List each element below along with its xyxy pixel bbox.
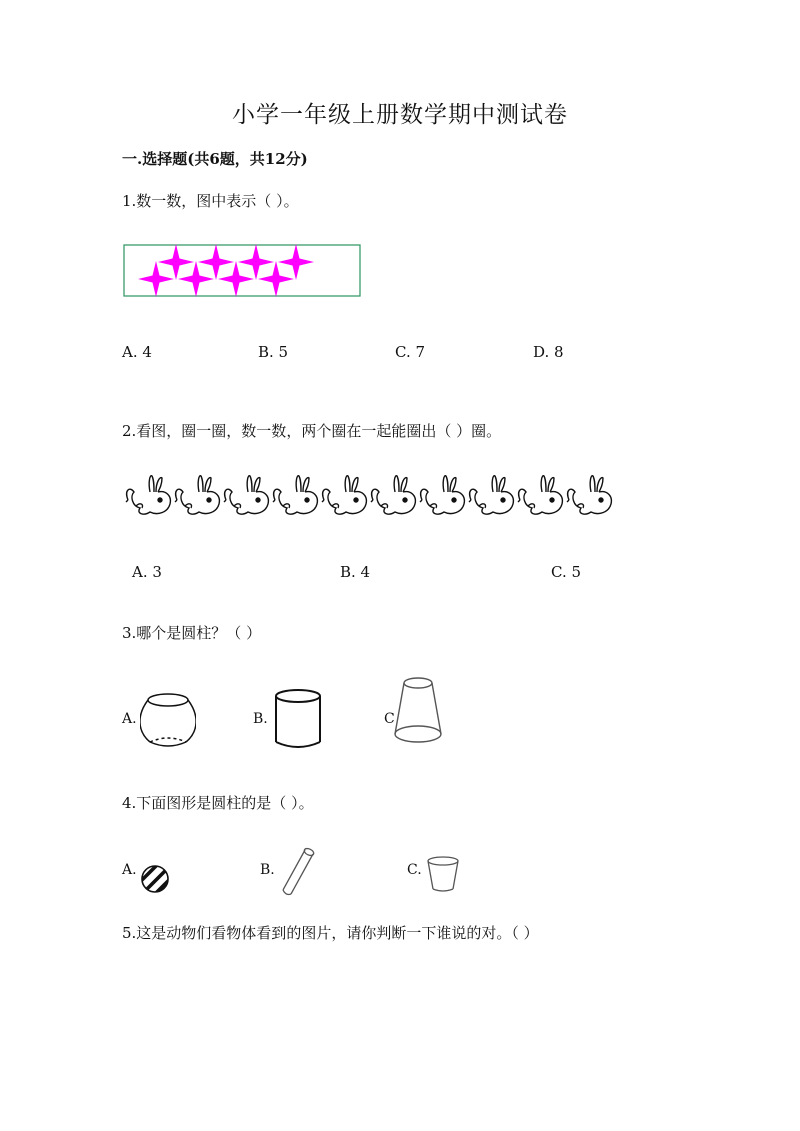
star-icon — [218, 261, 254, 297]
q1-option-a[interactable]: A. 4 — [122, 343, 152, 361]
q3-option-c[interactable]: C — [384, 711, 395, 727]
cylinder-shape — [272, 686, 324, 752]
star-icon — [158, 244, 194, 280]
q4-option-c[interactable]: C. — [407, 862, 422, 878]
q3-option-b[interactable]: B. — [253, 711, 268, 727]
rabbit-icon — [420, 476, 464, 514]
star-icon — [238, 244, 274, 280]
stars-figure — [122, 242, 362, 298]
question-2-text: 2.看图，圈一圈，数一数，两个圈在一起能圈出（ ）圈。 — [122, 422, 502, 440]
rabbit-icon — [567, 476, 611, 514]
question-4-text: 4.下面图形是圆柱的是（ ）。 — [122, 794, 314, 812]
q1-option-c[interactable]: C. 7 — [395, 343, 426, 361]
q1-option-d[interactable]: D. 8 — [533, 343, 564, 361]
question-3-text: 3.哪个是圆柱？（ ） — [122, 624, 262, 642]
question-5-text: 5.这是动物们看物体看到的图片，请你判断一下谁说的对。（ ） — [122, 924, 539, 942]
rabbit-icon — [273, 476, 317, 514]
cup-shape — [425, 855, 461, 895]
q2-option-a[interactable]: A. 3 — [132, 563, 162, 581]
star-icon — [178, 261, 214, 297]
star-icon — [278, 244, 314, 280]
rabbit-icon — [371, 476, 415, 514]
rabbit-icon — [469, 476, 513, 514]
rabbit-icon — [126, 476, 170, 514]
rabbit-icon — [224, 476, 268, 514]
q4-option-b[interactable]: B. — [260, 862, 275, 878]
barrel-shape — [140, 688, 196, 752]
frustum-shape — [392, 674, 448, 748]
stars-frame — [124, 245, 360, 296]
rabbit-icon — [518, 476, 562, 514]
q2-option-b[interactable]: B. 4 — [340, 563, 371, 581]
star-icon — [198, 244, 234, 280]
page-title: 小学一年级上册数学期中测试卷 — [232, 102, 568, 128]
rabbits-figure — [124, 470, 624, 522]
tilted-tube-shape — [279, 846, 319, 896]
striped-ball-icon — [140, 864, 170, 894]
q1-option-b[interactable]: B. 5 — [258, 343, 289, 361]
q2-option-c[interactable]: C. 5 — [551, 563, 582, 581]
rabbit-icon — [175, 476, 219, 514]
star-icon — [258, 261, 294, 297]
q3-option-a[interactable]: A. — [122, 711, 137, 727]
rabbit-icon — [322, 476, 366, 514]
q4-option-a[interactable]: A. — [122, 862, 137, 878]
star-icon — [138, 261, 174, 297]
question-1-text: 1.数一数，图中表示（ ）。 — [122, 192, 299, 210]
section-heading: 一.选择题(共6题，共12分) — [122, 150, 308, 168]
